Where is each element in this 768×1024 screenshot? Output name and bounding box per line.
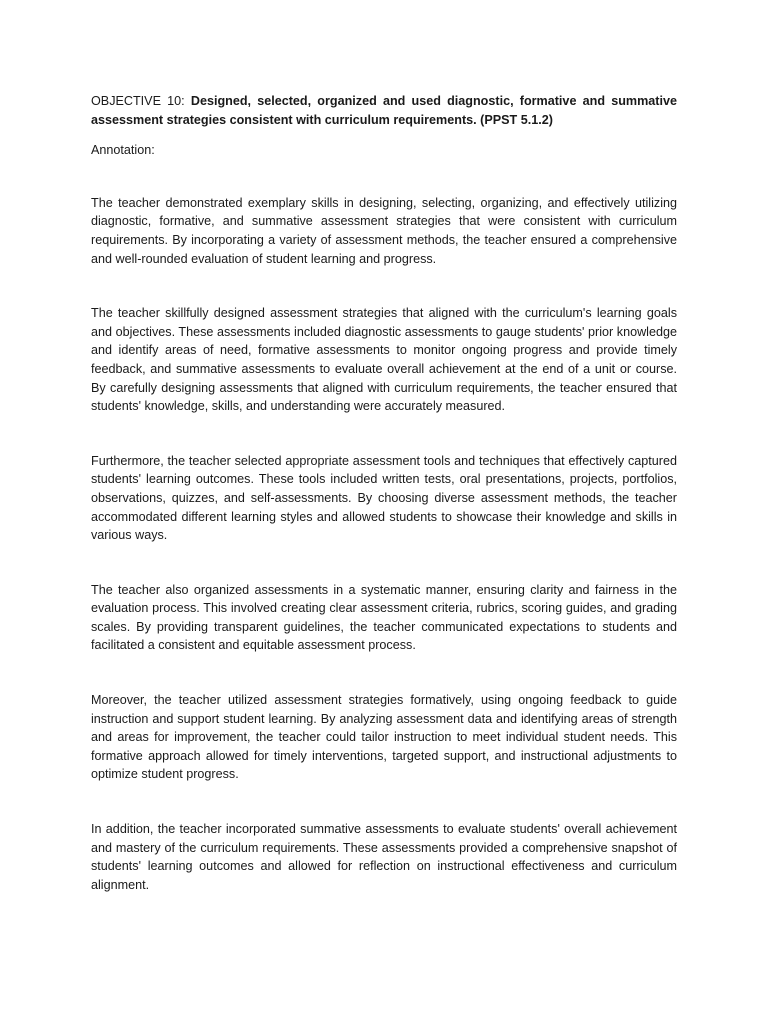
paragraph-1: The teacher demonstrated exemplary skills in designing, selecting, organizing, and effectively utilizing diagnostic, formative, and summative assessment strategies that were consistent with curriculum requirements. By incorporating a variety of assessment methods, the teacher ensured a comprehensive and well-rounded evaluation of student learning and progress. [91, 195, 677, 266]
paragraph-3: Furthermore, the teacher selected appropriate assessment tools and techniques that effectively captured students' learning outcomes. These tools included written tests, oral presentations, projects, portfolios, observations, quizzes, and self-assessments. By choosing diverse assessment methods, the teacher accommodated different learning styles and allowed students to showcase their knowledge and skills in various ways. [91, 453, 677, 543]
paragraph-2: The teacher skillfully designed assessment strategies that aligned with the curriculum's learning goals and objectives. These assessments included diagnostic assessments to gauge students' prior knowledge and identify areas of need, formative assessments to monitor ongoing progress and provide timely feedback, and summative assessments to evaluate overall achievement at the end of a unit or course. By carefully designing assessments that aligned with curriculum requirements, the teacher ensured that students' knowledge, skills, and understanding were accurately measured. [91, 306, 677, 414]
objective-number: OBJECTIVE 10: [91, 94, 185, 108]
objective-text: Designed, selected, organized and used diagnostic, formative and summative assessment strategies consistent with curriculum requirements. (PPST 5.1.2) [91, 94, 677, 127]
paragraph-6: In addition, the teacher incorporated summative assessments to evaluate students' overall achievement and mastery of the curriculum requirements. These assessments provided a comprehensive snapshot of students' learning outcomes and allowed for reflection on instructional effectiveness and curriculum alignment. [91, 822, 677, 892]
document-page [91, 92, 677, 894]
annotation-label: Annotation: [91, 143, 155, 158]
paragraph-5: Moreover, the teacher utilized assessment strategies formatively, using ongoing feedback to guide instruction and support student learning. By analyzing assessment data and identifying areas of strength and areas for improvement, the teacher could tailor instruction to meet individual student needs. This formative approach allowed for timely interventions, targeted support, and instructional adjustments to optimize student progress. [91, 693, 677, 782]
paragraph-4: The teacher also organized assessments in a systematic manner, ensuring clarity and fairness in the evaluation process. This involved creating clear assessment criteria, rubrics, scoring guides, and grading scales. By providing transparent guidelines, the teacher communicated expectations to students and facilitated a consistent and equitable assessment process. [91, 582, 677, 653]
objective-heading [91, 92, 677, 129]
